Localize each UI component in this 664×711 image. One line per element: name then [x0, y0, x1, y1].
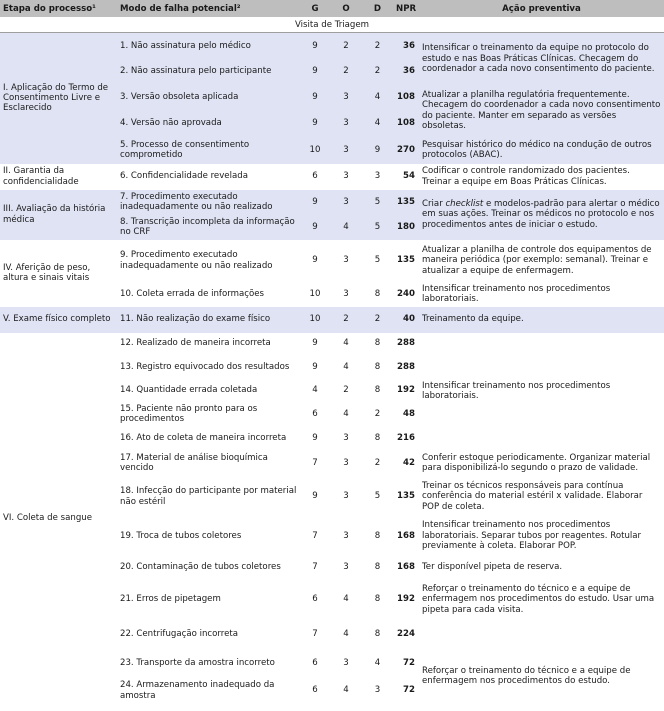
- npr-cell: 108: [393, 85, 419, 111]
- table-row: [0, 164, 664, 190]
- g-cell: 7: [300, 556, 330, 580]
- o-cell: 4: [330, 215, 362, 240]
- action-cell: Reforçar o treinamento do técnico e a equipe de enfermagem nos procedimentos do estudo. Usar uma pipeta para cada visita.: [419, 580, 664, 620]
- g-cell: 9: [300, 477, 330, 517]
- g-cell: 9: [300, 59, 330, 85]
- mode-cell: 5. Processo de consentimento comprometido: [117, 137, 300, 164]
- o-cell: 2: [330, 59, 362, 85]
- npr-cell: 54: [393, 164, 419, 190]
- mode-cell: 12. Realizado de maneira incorreta: [117, 333, 300, 355]
- d-cell: 4: [362, 649, 393, 678]
- d-cell: 5: [362, 190, 393, 215]
- npr-cell: 192: [393, 580, 419, 620]
- o-cell: 2: [330, 33, 362, 59]
- mode-cell: 23. Transporte da amostra incorreto: [117, 649, 300, 678]
- header-g: G: [300, 0, 330, 18]
- npr-cell: 288: [393, 355, 419, 380]
- npr-cell: 192: [393, 380, 419, 402]
- d-cell: 5: [362, 240, 393, 282]
- o-cell: 4: [330, 402, 362, 427]
- d-cell: 2: [362, 33, 393, 59]
- header-mode: Modo de falha potencial²: [117, 0, 300, 18]
- mode-cell: 7. Procedimento executado inadequadamente ou não realizado: [117, 190, 300, 215]
- d-cell: 5: [362, 477, 393, 517]
- g-cell: 10: [300, 137, 330, 164]
- subheader: Visita de Triagem: [0, 18, 664, 33]
- g-cell: 9: [300, 33, 330, 59]
- stage-cell: V. Exame físico completo: [0, 307, 117, 333]
- d-cell: 2: [362, 307, 393, 333]
- d-cell: 4: [362, 111, 393, 137]
- mode-cell: 4. Versão não aprovada: [117, 111, 300, 137]
- npr-cell: 72: [393, 649, 419, 678]
- g-cell: 9: [300, 111, 330, 137]
- stage-cell: III. Avaliação da história médica: [0, 190, 117, 240]
- mode-cell: 11. Não realização do exame físico: [117, 307, 300, 333]
- action-cell: Pesquisar histórico do médico na condução de outros protocolos (ABAC).: [419, 137, 664, 164]
- o-cell: 4: [330, 355, 362, 380]
- g-cell: 6: [300, 649, 330, 678]
- action-cell: Intensificar treinamento nos procedimentos laboratoriais.: [419, 282, 664, 307]
- g-cell: 7: [300, 620, 330, 649]
- stage-cell: VI. Coleta de sangue: [0, 333, 117, 704]
- g-cell: 7: [300, 450, 330, 477]
- header-action: Ação preventiva: [419, 0, 664, 18]
- d-cell: 8: [362, 620, 393, 649]
- mode-cell: 22. Centrifugação incorreta: [117, 620, 300, 649]
- o-cell: 3: [330, 649, 362, 678]
- table-row: [0, 190, 664, 215]
- d-cell: 8: [362, 282, 393, 307]
- stage-cell: IV. Aferição de peso, altura e sinais vitais: [0, 240, 117, 307]
- npr-cell: 270: [393, 137, 419, 164]
- o-cell: 3: [330, 164, 362, 190]
- mode-cell: 18. Infecção do participante por material não estéril: [117, 477, 300, 517]
- npr-cell: 135: [393, 240, 419, 282]
- stage-cell: II. Garantia da confidencialidade: [0, 164, 117, 190]
- o-cell: 3: [330, 517, 362, 556]
- mode-cell: 19. Troca de tubos coletores: [117, 517, 300, 556]
- d-cell: 4: [362, 85, 393, 111]
- g-cell: 9: [300, 333, 330, 355]
- mode-cell: 8. Transcrição incompleta da informação no CRF: [117, 215, 300, 240]
- o-cell: 3: [330, 556, 362, 580]
- d-cell: 3: [362, 678, 393, 704]
- mode-cell: 13. Registro equivocado dos resultados: [117, 355, 300, 380]
- action-cell: Codificar o controle randomizado dos pacientes. Treinar a equipe em Boas Práticas Clínicas.: [419, 164, 664, 190]
- g-cell: 9: [300, 427, 330, 450]
- npr-cell: 108: [393, 111, 419, 137]
- header-d: D: [362, 0, 393, 18]
- mode-cell: 3. Versão obsoleta aplicada: [117, 85, 300, 111]
- d-cell: 2: [362, 59, 393, 85]
- g-cell: 9: [300, 355, 330, 380]
- action-cell: Intensificar treinamento nos procedimentos laboratoriais.: [419, 333, 664, 450]
- d-cell: 5: [362, 215, 393, 240]
- o-cell: 3: [330, 111, 362, 137]
- mode-cell: 24. Armazenamento inadequado da amostra: [117, 678, 300, 704]
- table-row: [0, 33, 664, 59]
- d-cell: 8: [362, 580, 393, 620]
- table-row: [0, 240, 664, 282]
- o-cell: 3: [330, 190, 362, 215]
- d-cell: 2: [362, 402, 393, 427]
- d-cell: 8: [362, 333, 393, 355]
- action-cell: Atualizar a planilha regulatória frequentemente. Checagem do coordenador a cada novo consentimento do paciente. Manter em separado as versões obsoletas.: [419, 85, 664, 137]
- stage-cell: I. Aplicação do Termo de Consentimento Livre e Esclarecido: [0, 33, 117, 164]
- npr-cell: 42: [393, 450, 419, 477]
- action-cell: Reforçar o treinamento do técnico e a equipe de enfermagem nos procedimentos do estudo.: [419, 649, 664, 704]
- d-cell: 8: [362, 427, 393, 450]
- npr-cell: 72: [393, 678, 419, 704]
- g-cell: 10: [300, 282, 330, 307]
- action-cell: Atualizar a planilha de controle dos equipamentos de maneira periódica (por exemplo: semanal). Treinar e atualizar a equipe de enfermagem.: [419, 240, 664, 282]
- o-cell: 3: [330, 477, 362, 517]
- o-cell: 3: [330, 450, 362, 477]
- d-cell: 8: [362, 556, 393, 580]
- table-row: [0, 333, 664, 355]
- npr-cell: 36: [393, 59, 419, 85]
- npr-cell: 224: [393, 620, 419, 649]
- npr-cell: 40: [393, 307, 419, 333]
- g-cell: 6: [300, 580, 330, 620]
- g-cell: 7: [300, 517, 330, 556]
- mode-cell: 9. Procedimento executado inadequadamente ou não realizado: [117, 240, 300, 282]
- subheader-row: [0, 18, 664, 33]
- g-cell: 6: [300, 164, 330, 190]
- action-cell: Intensificar o treinamento da equipe no protocolo do estudo e nas Boas Práticas Clínicas. Checagem do coordenador a cada novo consentimento do paciente.: [419, 33, 664, 85]
- mode-cell: 1. Não assinatura pelo médico: [117, 33, 300, 59]
- table-row: [0, 307, 664, 333]
- header-npr: NPR: [393, 0, 419, 18]
- o-cell: 4: [330, 620, 362, 649]
- action-cell: Treinamento da equipe.: [419, 307, 664, 333]
- mode-cell: 17. Material de análise bioquímica vencido: [117, 450, 300, 477]
- action-cell: [419, 620, 664, 649]
- npr-cell: 168: [393, 517, 419, 556]
- o-cell: 2: [330, 307, 362, 333]
- mode-cell: 20. Contaminação de tubos coletores: [117, 556, 300, 580]
- o-cell: 3: [330, 427, 362, 450]
- npr-cell: 288: [393, 333, 419, 355]
- npr-cell: 180: [393, 215, 419, 240]
- action-cell: Conferir estoque periodicamente. Organizar material para disponibilizá-lo segundo o prazo de validade.: [419, 450, 664, 477]
- npr-cell: 216: [393, 427, 419, 450]
- o-cell: 3: [330, 137, 362, 164]
- mode-cell: 10. Coleta errada de informações: [117, 282, 300, 307]
- g-cell: 9: [300, 190, 330, 215]
- g-cell: 9: [300, 215, 330, 240]
- npr-cell: 135: [393, 190, 419, 215]
- mode-cell: 15. Paciente não pronto para os procedimentos: [117, 402, 300, 427]
- action-cell: Ter disponível pipeta de reserva.: [419, 556, 664, 580]
- action-cell: Intensificar treinamento nos procedimentos laboratoriais. Separar tubos por reagentes. Rotular previamente à coleta. Elaborar POP.: [419, 517, 664, 556]
- npr-cell: 240: [393, 282, 419, 307]
- npr-cell: 48: [393, 402, 419, 427]
- header-stage: Etapa do processo¹: [0, 0, 117, 18]
- header-row: [0, 0, 664, 18]
- g-cell: 9: [300, 240, 330, 282]
- mode-cell: 2. Não assinatura pelo participante: [117, 59, 300, 85]
- action-cell: Treinar os técnicos responsáveis para contínua conferência do material estéril x validade. Elaborar POP de coleta.: [419, 477, 664, 517]
- o-cell: 3: [330, 85, 362, 111]
- d-cell: 8: [362, 517, 393, 556]
- o-cell: 4: [330, 580, 362, 620]
- d-cell: 8: [362, 380, 393, 402]
- g-cell: 9: [300, 85, 330, 111]
- action-cell: Criar checklist e modelos-padrão para alertar o médico em suas ações. Treinar os médicos no protocolo e nos procedimentos antes de iniciar o estudo.: [419, 190, 664, 240]
- o-cell: 3: [330, 282, 362, 307]
- mode-cell: 21. Erros de pipetagem: [117, 580, 300, 620]
- o-cell: 4: [330, 333, 362, 355]
- checklist-term: checklist: [445, 198, 484, 209]
- g-cell: 6: [300, 402, 330, 427]
- mode-cell: 14. Quantidade errada coletada: [117, 380, 300, 402]
- o-cell: 4: [330, 678, 362, 704]
- d-cell: 8: [362, 355, 393, 380]
- d-cell: 2: [362, 450, 393, 477]
- header-o: O: [330, 0, 362, 18]
- npr-cell: 135: [393, 477, 419, 517]
- o-cell: 3: [330, 240, 362, 282]
- d-cell: 9: [362, 137, 393, 164]
- g-cell: 10: [300, 307, 330, 333]
- npr-cell: 36: [393, 33, 419, 59]
- npr-cell: 168: [393, 556, 419, 580]
- mode-cell: 16. Ato de coleta de maneira incorreta: [117, 427, 300, 450]
- g-cell: 6: [300, 678, 330, 704]
- g-cell: 4: [300, 380, 330, 402]
- d-cell: 3: [362, 164, 393, 190]
- o-cell: 2: [330, 380, 362, 402]
- mode-cell: 6. Confidencialidade revelada: [117, 164, 300, 190]
